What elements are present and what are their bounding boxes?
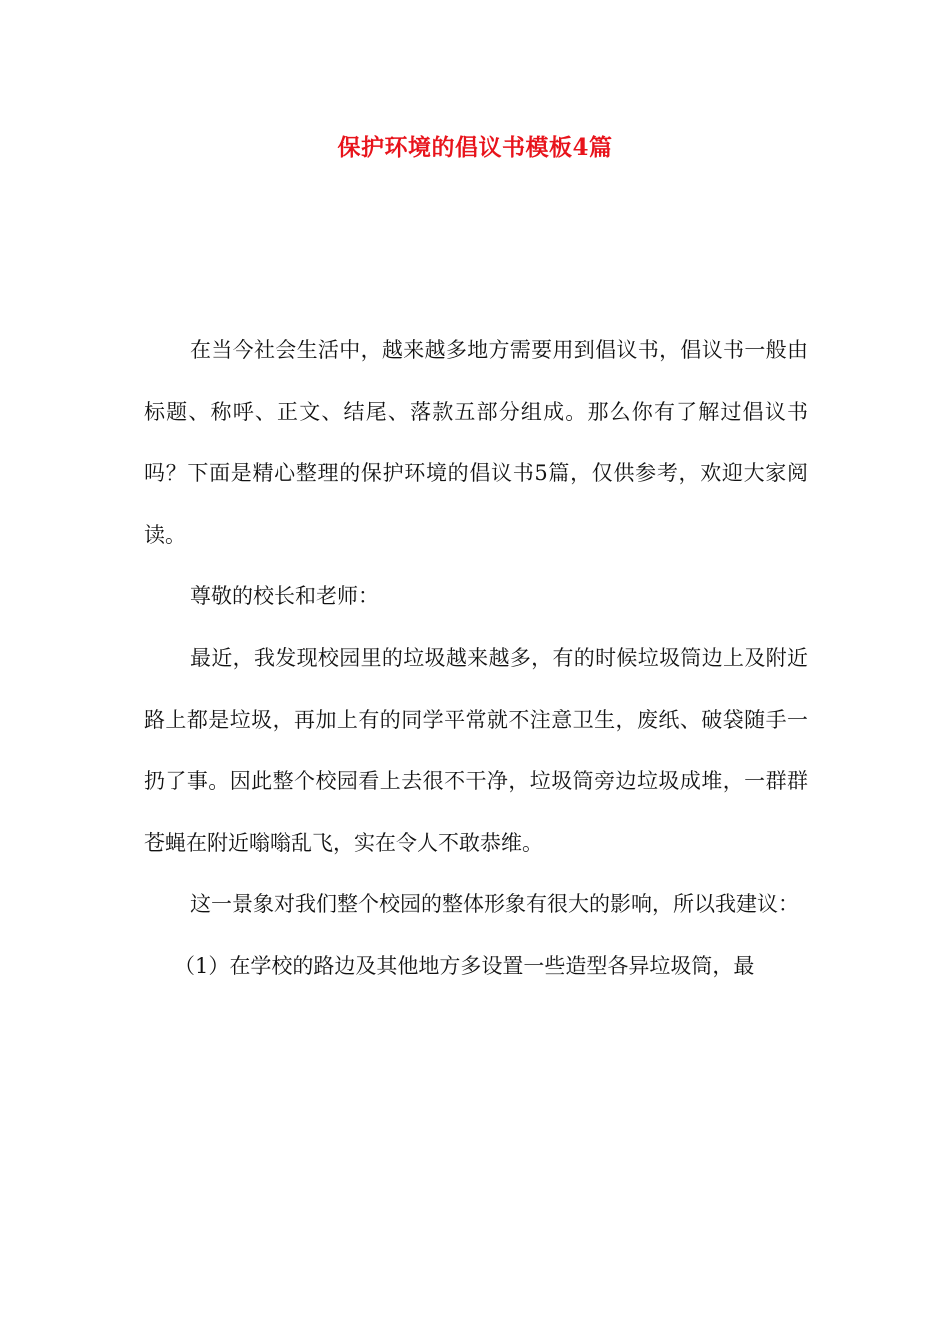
suggestion-item-1: （1）在学校的路边及其他地方多设置一些造型各异垃圾筒，最 [174,953,755,978]
intro-paragraph: 在当今社会生活中，越来越多地方需要用到倡议书，倡议书一般由标题、称呼、正文、结尾、落款五部分组成。那么你有了解过倡议书吗？下面是精心整理的保护环境的倡议书5篇，仅供参考，欢迎大家阅读。 [144,338,808,547]
body-paragraph-impact: 这一景象对我们整个校园的整体形象有很大的影响，所以我建议： [190,892,799,917]
salutation: 尊敬的校长和老师： [190,584,379,609]
document-title: 保护环境的倡议书模板4篇 [337,134,613,161]
body-paragraph-problem: 最近，我发现校园里的垃圾越来越多，有的时候垃圾筒边上及附近路上都是垃圾，再加上有的同学平常就不注意卫生，废纸、破袋随手一扔了事。因此整个校园看上去很不干净，垃圾筒旁边垃圾成堆，一群群苍蝇在附近嗡嗡乱飞，实在令人不敢恭维。 [144,645,808,855]
document-body [144,320,808,998]
